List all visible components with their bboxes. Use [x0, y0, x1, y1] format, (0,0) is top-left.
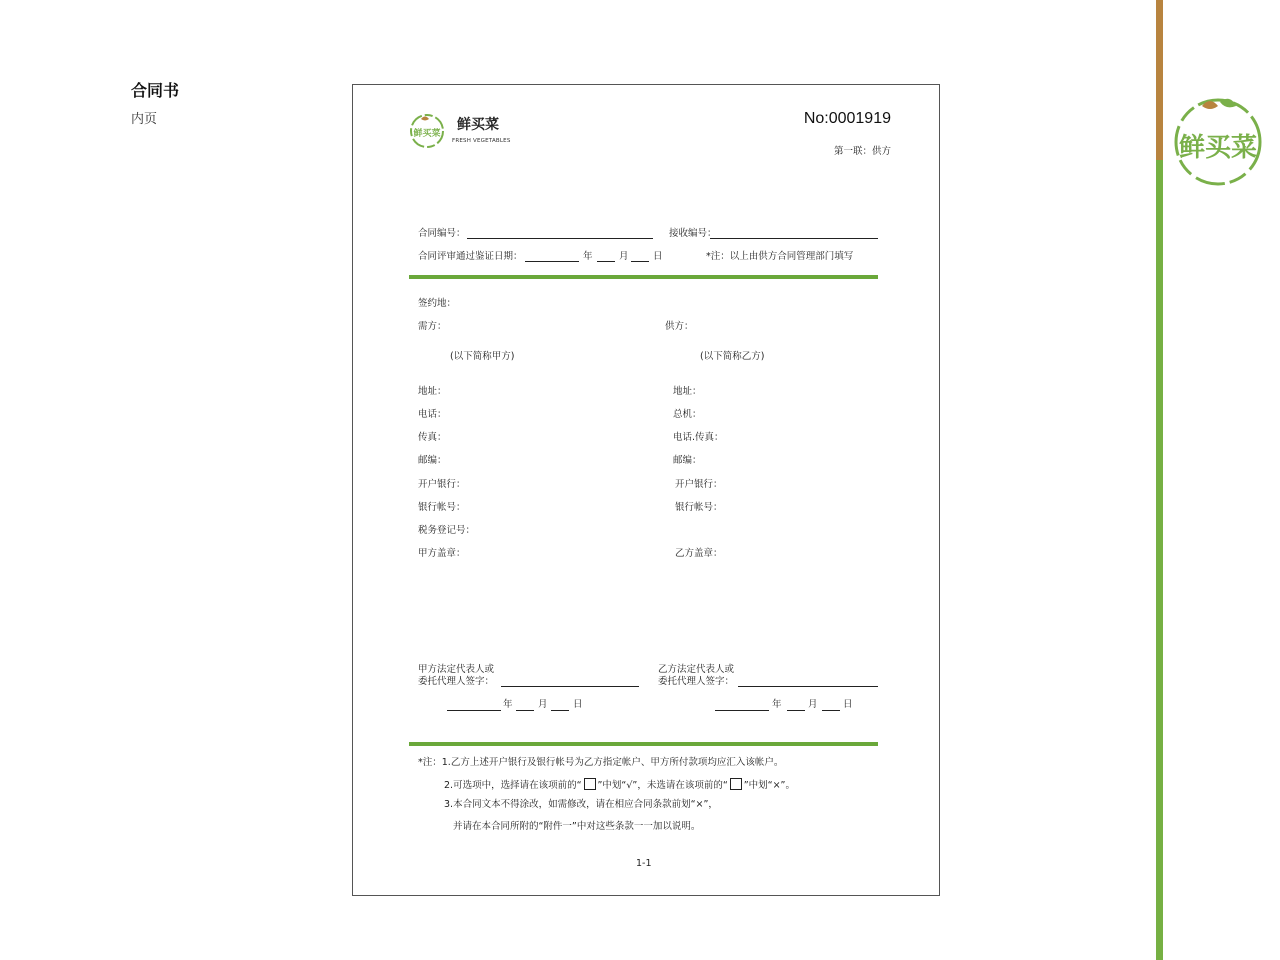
buyer-label: 需方： — [418, 321, 447, 332]
buyer-field-seal: 甲方盖章： — [418, 548, 466, 559]
receipt-number-field[interactable] — [710, 238, 878, 239]
party-b-signature-field[interactable] — [738, 686, 878, 687]
party-b-year-field[interactable] — [715, 710, 769, 711]
note-1: *注：1.乙方上述开户银行及银行帐号为乙方指定帐户、甲方所付款项均应汇入该帐户。 — [418, 757, 784, 768]
party-a-month-label: 月 — [538, 699, 548, 710]
party-b-year-label: 年 — [772, 699, 782, 710]
buyer-field-account: 银行帐号： — [418, 502, 466, 513]
supplier-alias: (以下简称乙方) — [700, 351, 765, 362]
green-divider-top — [409, 275, 878, 279]
review-date-label: 合同评审通过鉴证日期： — [418, 251, 523, 262]
supplier-field-postcode: 邮编： — [673, 455, 702, 466]
buyer-field-fax: 传真： — [418, 432, 447, 443]
supplier-label: 供方： — [665, 321, 694, 332]
page-number: 1-1 — [636, 858, 652, 869]
party-b-month-field[interactable] — [787, 710, 805, 711]
supplier-field-account: 银行帐号： — [675, 502, 723, 513]
side-stripe-green — [1156, 160, 1163, 960]
buyer-field-address: 地址： — [418, 386, 447, 397]
page-subtitle: 内页 — [131, 112, 158, 127]
brand-seal-logo — [1172, 92, 1268, 192]
buyer-alias: (以下简称甲方) — [450, 351, 515, 362]
review-month-field[interactable] — [597, 261, 615, 262]
brand-subtitle: FRESH VEGETABLES — [452, 138, 511, 144]
contract-sheet — [352, 84, 940, 896]
brand-logo-icon — [409, 113, 445, 149]
checkbox-icon — [584, 778, 596, 790]
buyer-field-bank: 开户银行： — [418, 479, 466, 490]
supplier-field-phone-fax: 电话.传真： — [673, 432, 724, 443]
note-2-part-a: 2.可选项中，选择请在该项前的“ — [444, 780, 582, 791]
party-a-signature-field[interactable] — [501, 686, 639, 687]
party-a-signature-label-2: 委托代理人签字： — [418, 676, 495, 687]
supplier-field-seal: 乙方盖章： — [675, 548, 723, 559]
checkbox-icon — [730, 778, 742, 790]
party-b-day-label: 日 — [843, 699, 853, 710]
buyer-field-postcode: 邮编： — [418, 455, 447, 466]
note-4: 并请在本合同所附的“附件一”中对这些条款一一加以说明。 — [453, 821, 701, 832]
seal-text: 鲜买菜 — [1178, 133, 1258, 163]
contract-number-label: 合同编号： — [418, 228, 466, 239]
page-title: 合同书 — [131, 81, 180, 100]
copy-note: 第一联：供方 — [833, 146, 891, 157]
party-b-signature-label-2: 委托代理人签字： — [658, 676, 735, 687]
contract-number-field[interactable] — [467, 238, 653, 239]
review-month-label: 月 — [619, 251, 629, 262]
receipt-number-label: 接收编号： — [669, 228, 717, 239]
logo-text: 鲜买菜 — [413, 129, 441, 139]
buyer-field-tax-id: 税务登记号： — [418, 525, 476, 536]
supplier-field-bank: 开户银行： — [675, 479, 723, 490]
side-stripe-brown — [1156, 0, 1163, 160]
party-a-year-field[interactable] — [447, 710, 501, 711]
review-day-field[interactable] — [631, 261, 649, 262]
party-a-day-label: 日 — [573, 699, 583, 710]
registry-note: *注：以上由供方合同管理部门填写 — [706, 251, 854, 262]
review-year-label: 年 — [583, 251, 593, 262]
party-a-month-field[interactable] — [516, 710, 534, 711]
party-b-month-label: 月 — [808, 699, 818, 710]
party-a-day-field[interactable] — [551, 710, 569, 711]
contract-number: No:0001919 — [803, 110, 891, 127]
party-b-day-field[interactable] — [822, 710, 840, 711]
note-3: 3.本合同文本不得涂改，如需修改，请在相应合同条款前划“×”， — [444, 799, 718, 810]
supplier-field-switchboard: 总机： — [673, 409, 702, 420]
buyer-field-phone: 电话： — [418, 409, 447, 420]
note-2 — [444, 778, 795, 792]
brand-name: 鲜买菜 — [457, 117, 499, 133]
review-year-field[interactable] — [525, 261, 579, 262]
review-day-label: 日 — [653, 251, 663, 262]
party-a-signature-label-1: 甲方法定代表人或 — [418, 664, 495, 675]
signing-place-label: 签约地： — [418, 298, 457, 309]
note-2-part-c: ”中划“×”。 — [743, 780, 795, 791]
party-b-signature-label-1: 乙方法定代表人或 — [658, 664, 735, 675]
note-2-part-b: ”中划“√”，未选请在该项前的“ — [597, 780, 728, 791]
supplier-field-address: 地址： — [673, 386, 702, 397]
green-divider-bottom — [409, 742, 878, 746]
party-a-year-label: 年 — [503, 699, 513, 710]
